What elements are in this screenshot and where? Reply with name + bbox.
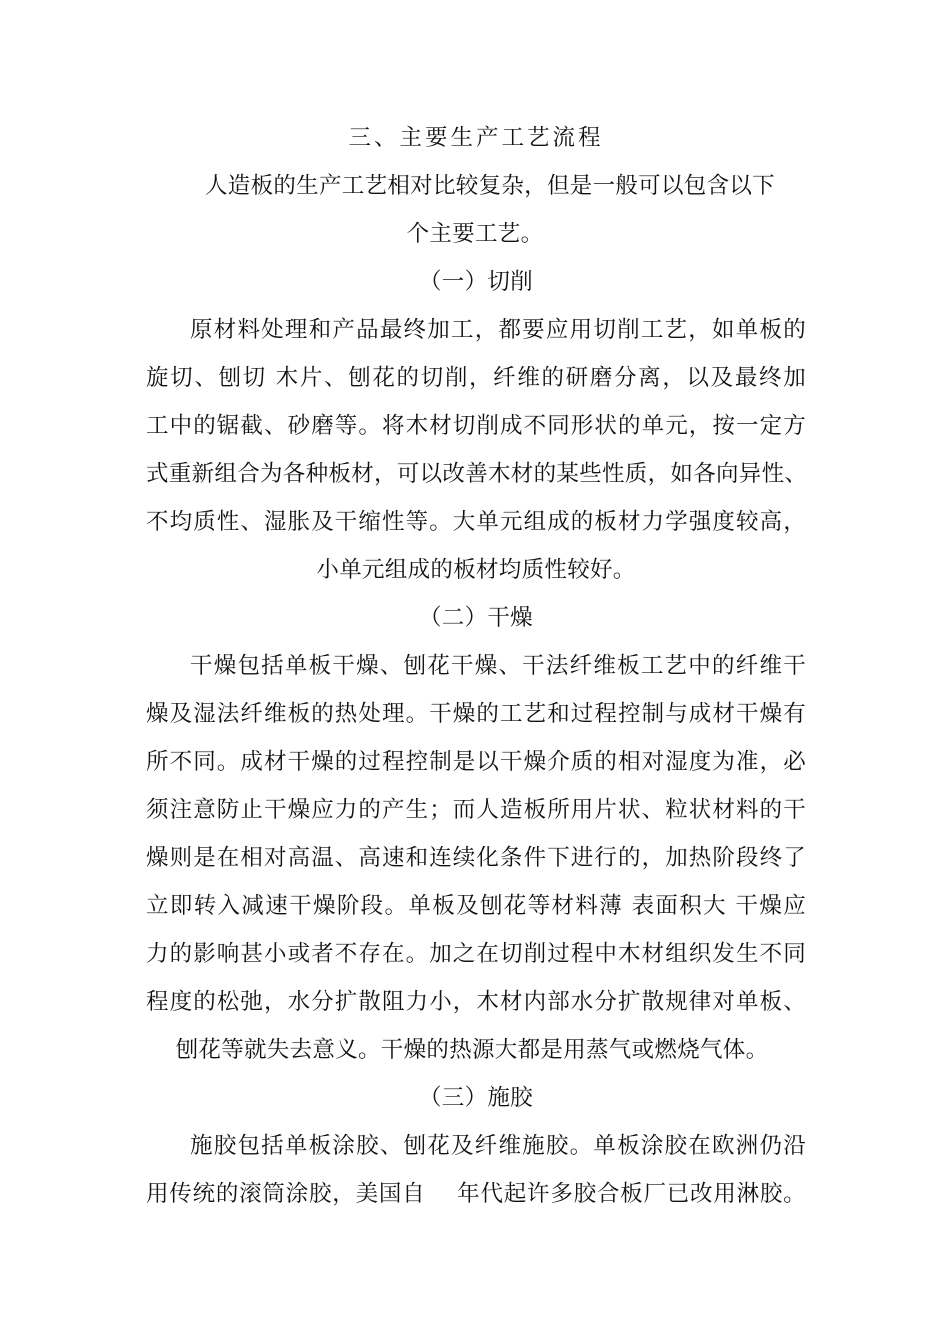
drying-line-1: 干燥包括单板干燥、刨花干燥、干法纤维板工艺中的纤维干 <box>190 653 806 679</box>
gluing-line-2: 用传统的滚筒涂胶，美国自 年代起许多胶合板厂已改用淋胶。 <box>146 1181 806 1207</box>
drying-line-4: 须注意防止干燥应力的产生；而人造板所用片状、粒状材料的干 <box>146 797 806 823</box>
section-title: 三、主要生产工艺流程 <box>348 125 604 151</box>
drying-line-6: 立即转入减速干燥阶段。单板及刨花等材料薄 表面积大 干燥应 <box>146 893 806 919</box>
drying-line-7: 力的影响甚小或者不存在。加之在切削过程中木材组织发生不同 <box>146 941 806 967</box>
cutting-line-4: 式重新组合为各种板材，可以改善木材的某些性质，如各向异性、 <box>146 461 808 487</box>
cutting-line-2: 旋切、刨切 木片、刨花的切削，纤维的研磨分离，以及最终加 <box>146 365 806 391</box>
heading-drying: （二）干燥 <box>418 605 533 631</box>
drying-line-9: 刨花等就失去意义。干燥的热源大都是用蒸气或燃烧气体。 <box>175 1037 769 1063</box>
cutting-line-6: 小单元组成的板材均质性较好。 <box>316 557 636 583</box>
gluing-line-1: 施胶包括单板涂胶、刨花及纤维施胶。单板涂胶在欧洲仍沿 <box>190 1133 806 1159</box>
heading-cutting: （一）切削 <box>418 269 533 295</box>
intro-line-2: 个主要工艺。 <box>406 221 544 247</box>
cutting-line-1: 原材料处理和产品最终加工，都要应用切削工艺，如单板的 <box>190 317 806 343</box>
cutting-line-5: 不均质性、湿胀及干缩性等。大单元组成的板材力学强度较高， <box>146 509 806 535</box>
drying-line-3: 所不同。成材干燥的过程控制是以干燥介质的相对湿度为准，必 <box>146 749 806 775</box>
drying-line-5: 燥则是在相对高温、高速和连续化条件下进行的，加热阶段终了 <box>146 845 806 871</box>
cutting-line-3: 工中的锯截、砂磨等。将木材切削成不同形状的单元，按一定方 <box>146 413 806 439</box>
drying-line-8: 程度的松弛，水分扩散阻力小，木材内部水分扩散规律对单板、 <box>146 989 806 1015</box>
drying-line-2: 燥及湿法纤维板的热处理。干燥的工艺和过程控制与成材干燥有 <box>146 701 806 727</box>
intro-line-1: 人造板的生产工艺相对比较复杂，但是一般可以包含以下 <box>204 173 775 199</box>
heading-gluing: （三）施胶 <box>418 1085 533 1111</box>
